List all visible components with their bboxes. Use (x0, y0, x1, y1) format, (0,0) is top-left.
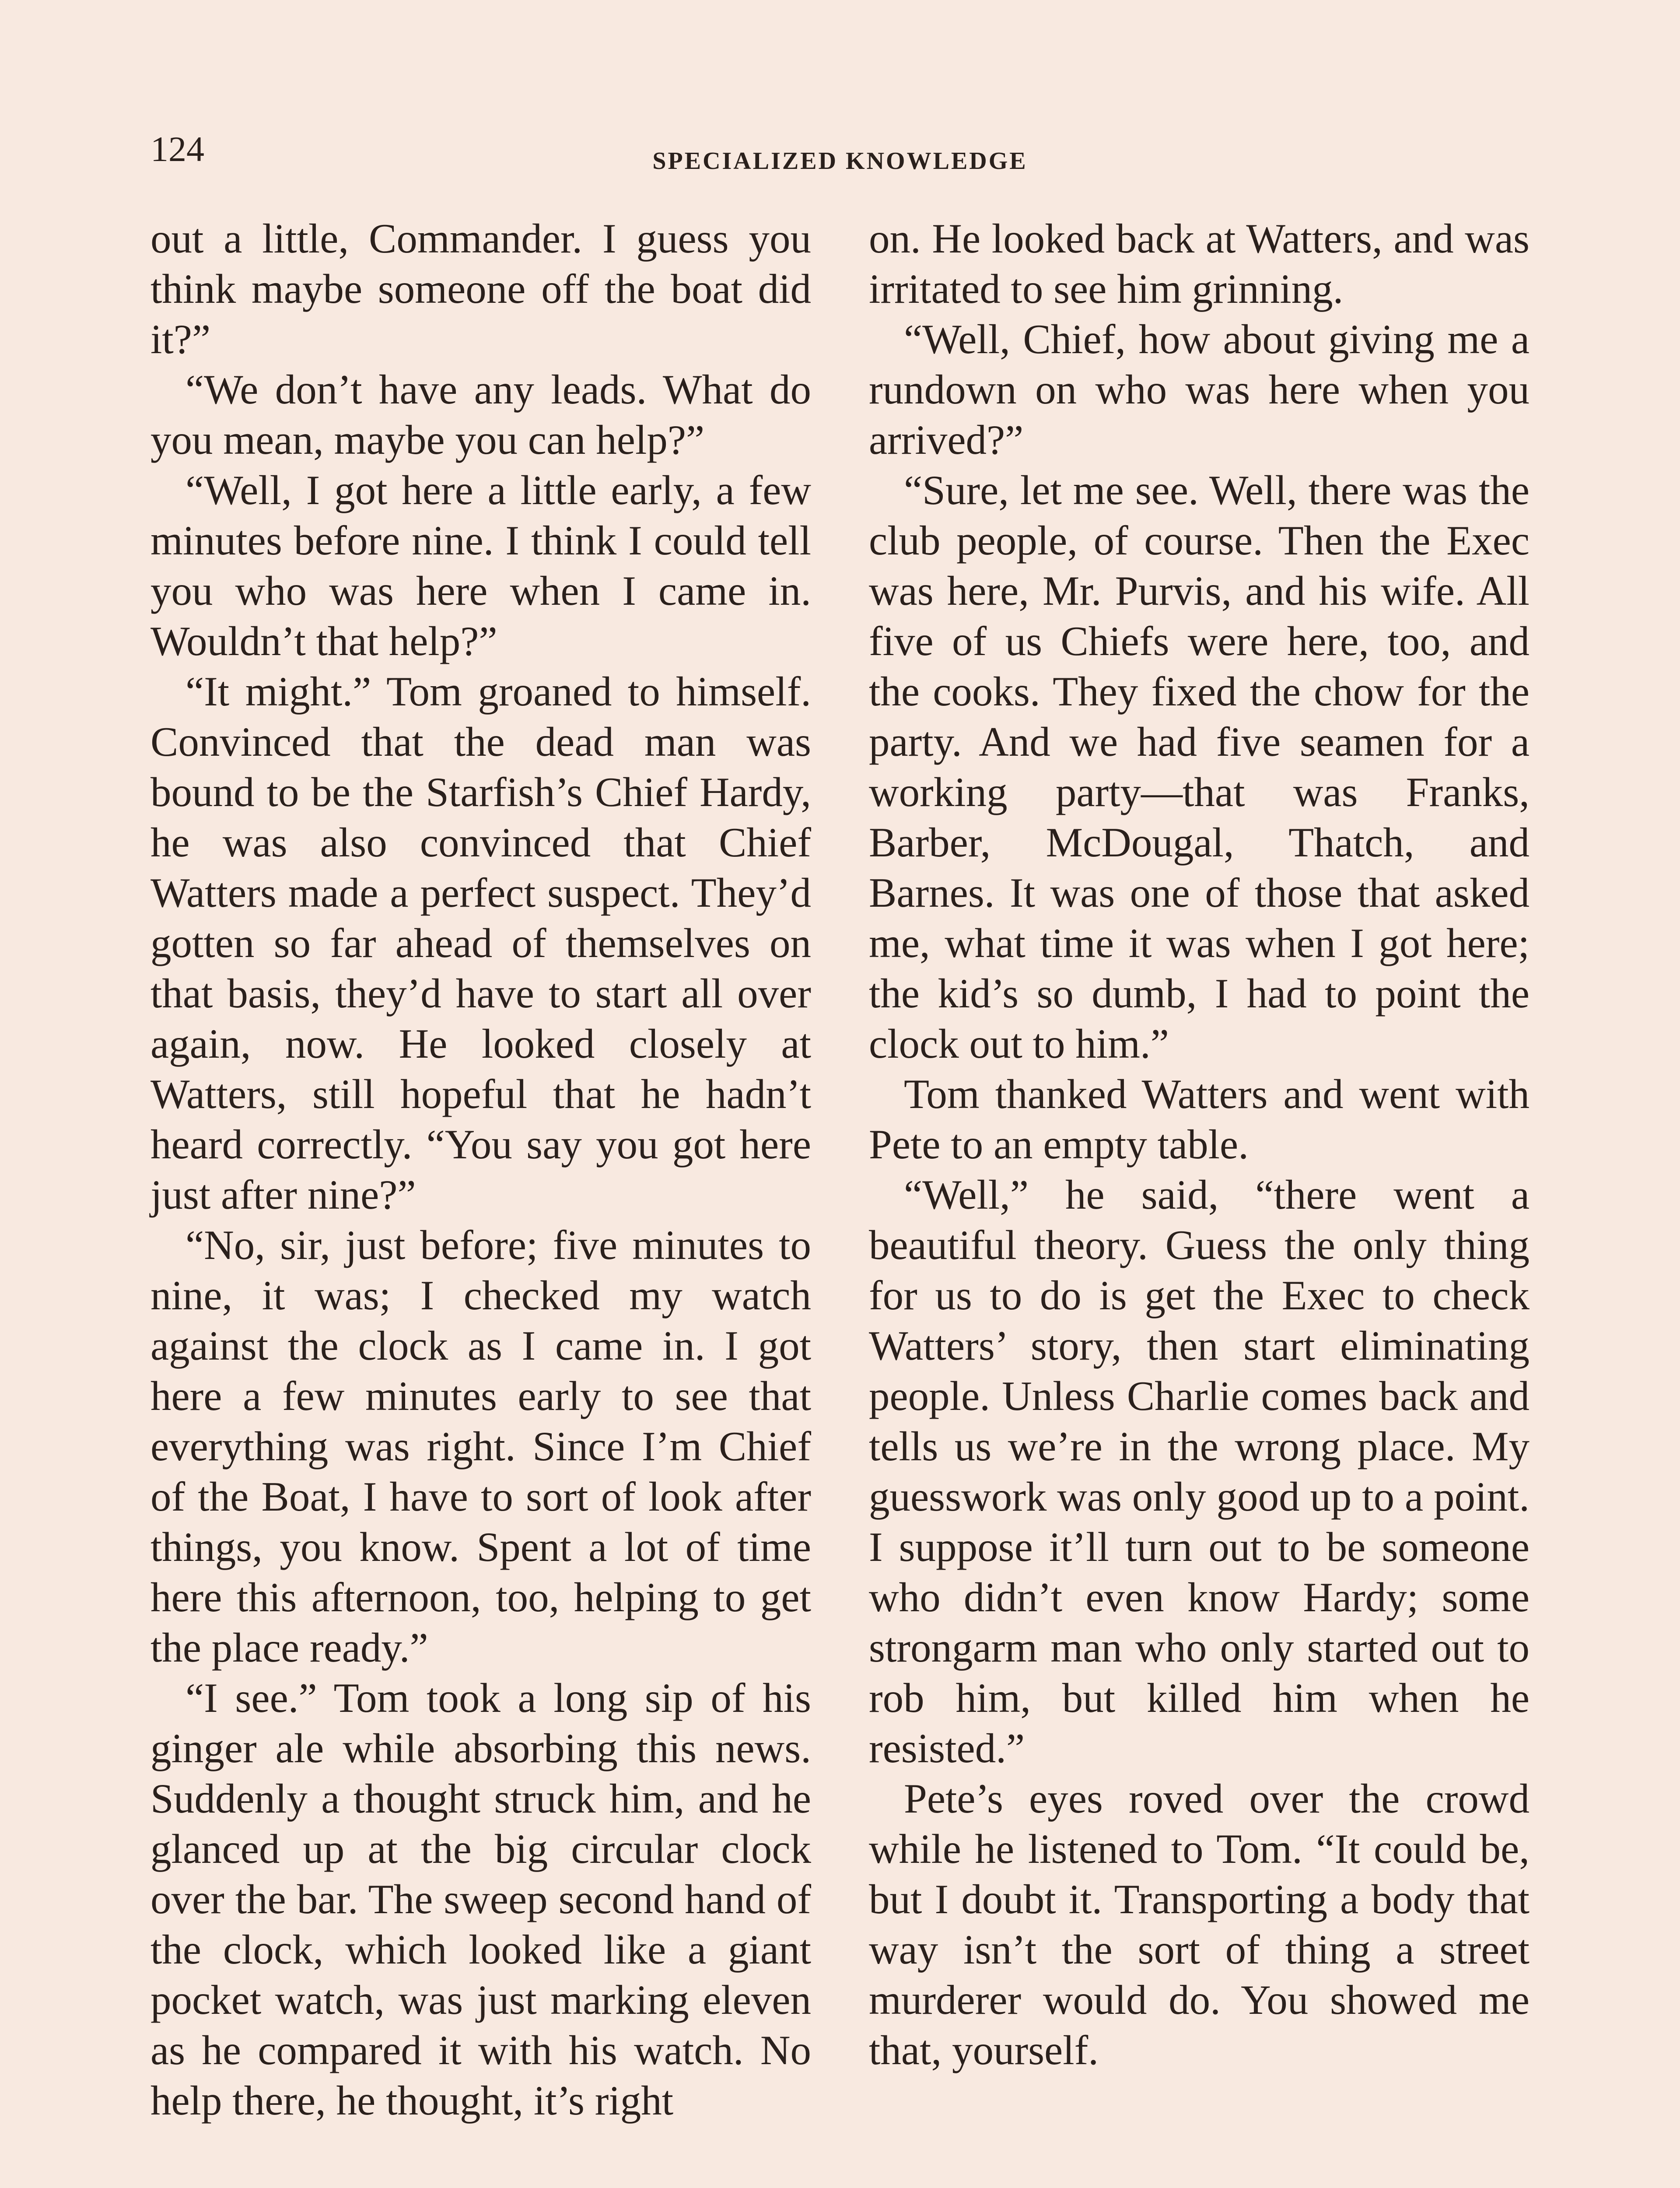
paragraph: Tom thanked Watters and went with Pete to an empty table. (869, 1071, 1530, 1168)
paragraph: “We don’t have any leads. What do you mean, maybe you can help?” (150, 366, 811, 463)
paragraph: “I see.” Tom took a long sip of his ginger ale while absorbing this news. Suddenly a thought struck him, and he glanced up at the big circular clock over the bar. The sweep second hand of the clock, which looked like a giant pocket watch, was just marking eleven as he compared it with his watch. No help there, he thought, it’s right (150, 1675, 811, 2124)
paragraph: out a little, Commander. I guess you think maybe someone off the boat did it?” (150, 215, 811, 362)
page-number: 124 (150, 129, 204, 169)
left-column (150, 214, 811, 2126)
paragraph: “Well, I got here a little early, a few minutes before nine. I think I could tell you who was here when I came in. Wouldn’t that help?” (150, 467, 811, 664)
paragraph: “No, sir, just before; five minutes to nine, it was; I checked my watch against the clock as I came in. I got here a few minutes early to see that everything was right. Since I’m Chief of the Boat, I have to sort of look after things, you know. Spent a lot of time here this afternoon, too, helping to get the place ready.” (150, 1222, 811, 1671)
paragraph: Pete’s eyes roved over the crowd while he listened to Tom. “It could be, but I doubt it. Transporting a body that way isn’t the sort of thing a street murderer would do. You showed me that, yourself. (869, 1775, 1530, 2073)
paragraph: “Well,” he said, “there went a beautiful theory. Guess the only thing for us to do is get the Exec to check Watters’ story, then start eliminating people. Unless Charlie comes back and tells us we’re in the wrong place. My guesswork was only good up to a point. I suppose it’ll turn out to be someone who didn’t even know Hardy; some strongarm man who only started out to rob him, but killed him when he resisted.” (869, 1171, 1530, 1771)
paragraph: “It might.” Tom groaned to himself. Convinced that the dead man was bound to be the Starfish’s Chief Hardy, he was also convinced that Chief Watters made a perfect suspect. They’d gotten so far ahead of themselves on that basis, they’d have to start all over again, now. He looked closely at Watters, still hopeful that he hadn’t heard correctly. “You say you got here just after nine?” (150, 668, 811, 1218)
right-column (869, 214, 1530, 2076)
paragraph: “Well, Chief, how about giving me a rundown on who was here when you arrived?” (869, 316, 1530, 463)
paragraph: on. He looked back at Watters, and was irritated to see him grinning. (869, 215, 1530, 312)
paragraph: “Sure, let me see. Well, there was the club people, of course. Then the Exec was here, Mr. Purvis, and his wife. All five of us Chiefs were here, too, and the cooks. They fixed the chow for the party. And we had five seamen for a working party—that was Franks, Barber, McDougal, Thatch, and Barnes. It was one of those that asked me, what time it was when I got here; the kid’s so dumb, I had to point the clock out to him.” (869, 467, 1530, 1067)
running-head: SPECIALIZED KNOWLEDGE (652, 147, 1028, 175)
